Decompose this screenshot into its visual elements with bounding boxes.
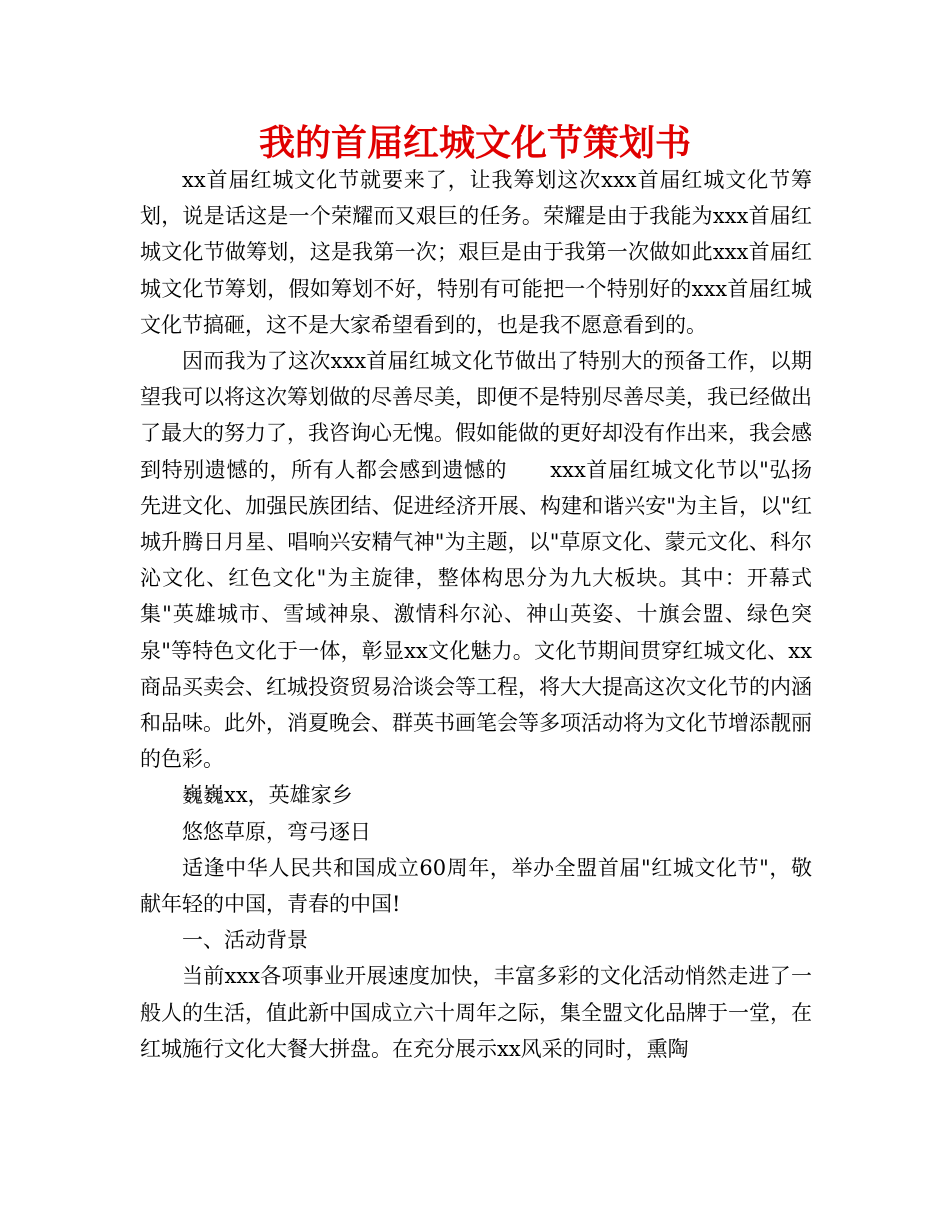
paragraph: 巍巍xx，英雄家乡 [182,783,353,808]
paragraph: 适逢中华人民共和国成立60周年，举办全盟首届"红城文化节"，敬献年轻的中国，青春的中国! [140,855,812,917]
section-heading: 一、活动背景 [182,928,308,953]
document-body [140,162,812,1067]
paragraph: 因而我为了这次xxx首届红城文化节做出了特别大的预备工作，以期望我可以将这次筹划做的尽善尽美，即便不是特别尽善尽美，我已经做出了最大的努力了，我咨询心无愧。假如能做的更好却没有作出来，我会感到特别遗憾的，所有人都会感到遗憾的 xxx首届红城文化节以"弘扬先进文化、加强民族团结、促进经济开展、构建和谐兴安"为主旨，以"红城升腾日月星、唱响兴安精气神"为主题，以"草原文化、蒙元文化、科尔沁文化、红色文化"为主旋律，整体构思分为九大板块。其中：开幕式集"英雄城市、雪域神泉、激情科尔沁、神山英姿、十旗会盟、绿色突泉"等特色文化于一体，彰显xx文化魅力。文化节期间贯穿红城文化、xx商品买卖会、红城投资贸易洽谈会等工程，将大大提高这次文化节的内涵和品味。此外，消夏晚会、群英书画笔会等多项活动将为文化节增添靓丽的色彩。 [140,349,812,772]
paragraph: xx首届红城文化节就要来了，让我筹划这次xxx首届红城文化节筹划，说是话这是一个荣耀而又艰巨的任务。荣耀是由于我能为xxx首届红城文化节做筹划，这是我第一次；艰巨是由于我第一次做如此xxx首届红城文化节筹划，假如筹划不好，特别有可能把一个特别好的xxx首届红城文化节搞砸，这不是大家希望看到的，也是我不愿意看到的。 [140,168,812,337]
paragraph: 当前xxx各项事业开展速度加快，丰富多彩的文化活动悄然走进了一般人的生活，值此新中国成立六十周年之际，集全盟文化品牌于一堂，在红城施行文化大餐大拼盘。在充分展示xx风采的同时，熏陶 [140,964,812,1061]
paragraph: 悠悠草原，弯弓逐日 [182,819,371,844]
document-title: 我的首届红城文化节策划书 [258,123,691,164]
